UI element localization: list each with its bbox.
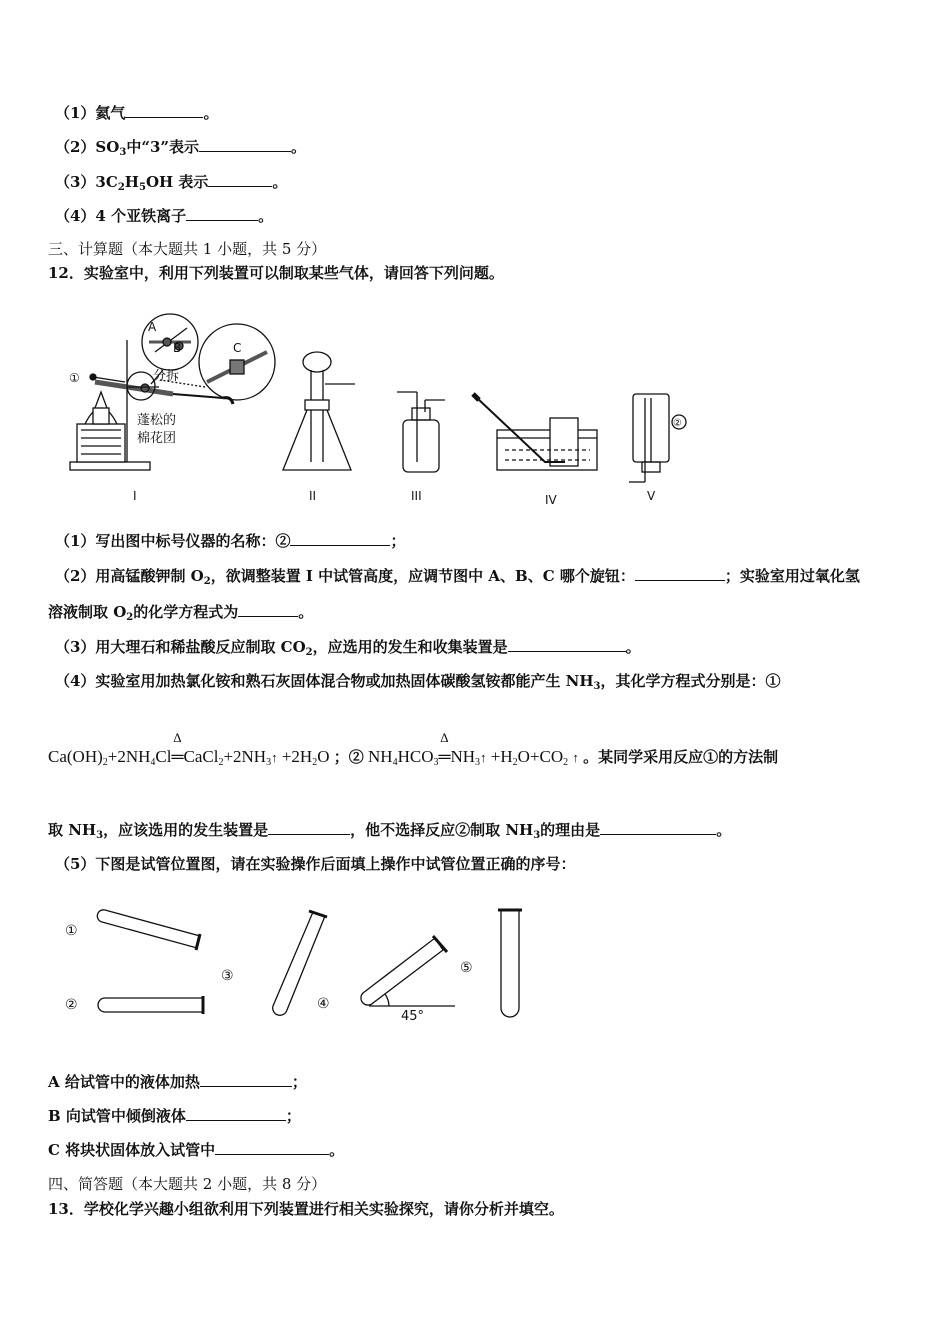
eq2-product-3: O+CO: [517, 747, 564, 766]
roman-II: II: [309, 489, 317, 503]
section-4-heading: 四、简答题（本大题共 2 小题，共 8 分）: [48, 1175, 327, 1193]
marker-1: ①: [69, 371, 80, 385]
device-I: [70, 314, 275, 470]
subscript: 2: [563, 757, 569, 768]
q11-3-text-b: H: [124, 173, 139, 191]
answer-blank[interactable]: [199, 137, 291, 152]
device-III: [397, 392, 445, 472]
q12-part-1: [55, 531, 405, 551]
roman-V: V: [647, 489, 656, 503]
q11-item-1: [55, 103, 218, 123]
q12-4-text-b: ，其化学方程式分别是：①: [600, 672, 781, 690]
eq1-water: +2H: [281, 747, 313, 766]
gas-arrow: ↑: [480, 750, 487, 765]
subscript: 3: [266, 757, 272, 768]
subscript: 5: [138, 182, 146, 193]
q11-3-text: （3）3C: [55, 173, 118, 191]
subscript: 3: [433, 757, 439, 768]
eq1-reactant-2: +2NH: [107, 747, 151, 766]
device-IV: [473, 394, 597, 470]
q12-2-text-c: ；实验室用过氧化氢: [724, 567, 860, 585]
q12-part-2-cont: [48, 602, 313, 628]
subscript: 2: [312, 757, 318, 768]
period: 。: [272, 173, 288, 191]
answer-blank[interactable]: [215, 1140, 329, 1155]
subscript: 4: [392, 757, 398, 768]
position-1-label: ①: [65, 923, 78, 939]
tube-5: [501, 910, 519, 1017]
period: 。: [329, 1141, 345, 1159]
delta-symbol: Δ: [173, 730, 182, 745]
period: 。: [203, 104, 219, 122]
gas-arrow: ↑: [271, 750, 278, 765]
q11-2-text-b: 中“3”表示: [126, 138, 200, 156]
subscript: 2: [203, 576, 211, 587]
answer-B: [48, 1106, 301, 1126]
roman-IV: IV: [545, 493, 557, 507]
q12-part-5: （5）下图是试管位置图，请在实验操作后面填上操作中试管位置正确的序号：: [55, 855, 576, 873]
device-V: [629, 394, 686, 482]
section-3-heading: 三、计算题（本大题共 1 小题，共 5 分）: [48, 240, 327, 258]
answer-blank[interactable]: [186, 1106, 286, 1121]
period: 。: [298, 603, 314, 621]
roman-I: I: [133, 489, 137, 503]
q12-3-text: （3）用大理石和稀盐酸反应制取 CO: [55, 638, 306, 656]
answer-C-text: C 将块状固体放入试管中: [48, 1141, 216, 1159]
answer-blank[interactable]: [508, 637, 626, 652]
period: 。: [716, 821, 732, 839]
q12-2-text-b: ，欲调整装置 I 中试管高度，应调节图中 A、B、C 哪个旋钮：: [210, 567, 635, 585]
eq2-hco: HCO: [397, 747, 434, 766]
answer-B-text: B 向试管中倾倒液体: [48, 1107, 186, 1125]
answer-A-text: A 给试管中的液体加热: [48, 1073, 200, 1091]
q12-4c-text-c: ，他不选择反应②制取 NH: [350, 821, 534, 839]
tube-1: [97, 910, 200, 948]
eq1-o: O: [317, 747, 330, 766]
knob-A-label: A: [148, 320, 157, 334]
q12-3-text-b: ，应选用的发生和收集装置是: [312, 638, 508, 656]
subscript: 3: [96, 830, 104, 841]
q11-3-text-c: OH 表示: [145, 173, 209, 191]
q11-item-2: [55, 137, 306, 163]
subscript: 2: [305, 647, 313, 658]
cotton-label-2: 棉花团: [137, 431, 177, 446]
knob-B-label: B: [173, 341, 182, 355]
position-4-label: ④: [317, 996, 330, 1012]
roman-III: III: [411, 489, 422, 503]
subscript: 3: [475, 757, 481, 768]
position-5-label: ⑤: [460, 960, 473, 976]
eq1-reactant-1: Ca(OH): [48, 747, 103, 766]
eq1-cl: Cl: [155, 747, 172, 766]
equals-symbol: ═: [171, 747, 184, 766]
subscript: 3: [119, 147, 127, 158]
tube-4: [361, 938, 443, 1005]
semicolon: ；: [285, 1107, 301, 1125]
question-13: 13．学校化学兴趣小组欲利用下列装置进行相关实验探究，请你分析并填空。: [48, 1200, 564, 1218]
test-tube-positions-figure: [55, 898, 545, 1038]
gas-arrow: ↑: [572, 750, 579, 765]
answer-blank[interactable]: [290, 531, 390, 546]
subscript: 2: [126, 612, 134, 623]
q11-4-text: （4）4 个亚铁离子: [55, 207, 187, 225]
separator: ；②: [333, 748, 364, 766]
question-12: 12．实验室中，利用下列装置可以制取某些气体，请回答下列问题。: [48, 264, 504, 282]
q11-item-3: [55, 172, 287, 198]
q12-4c-text-b: ，应该选用的发生装置是: [103, 821, 269, 839]
q12-1-text: （1）写出图中标号仪器的名称：②: [55, 532, 291, 550]
marker-2: ②: [673, 418, 682, 429]
semicolon: ；: [291, 1073, 307, 1091]
apparatus-figure: [55, 312, 715, 512]
q12-4c-text-d: 的理由是: [540, 821, 601, 839]
q12-2-text-d: 溶液制取 O: [48, 603, 127, 621]
device-II: [283, 352, 355, 470]
eq2-product-1: NH: [450, 747, 476, 766]
q12-2-text-e: 的化学方程式为: [133, 603, 239, 621]
equation-line: [48, 730, 779, 768]
q12-part-3: [55, 637, 641, 663]
answer-blank[interactable]: [268, 820, 350, 835]
q12-4c-text: 取 NH: [48, 821, 97, 839]
answer-C: [48, 1140, 344, 1160]
answer-blank[interactable]: [125, 103, 203, 118]
cotton-label-1: 蓬松的: [137, 413, 177, 428]
tube-2: [98, 998, 203, 1012]
q11-2-text: （2）SO: [55, 138, 120, 156]
answer-blank[interactable]: [600, 820, 716, 835]
q12-part-2: [55, 566, 860, 592]
eq1-product-2: +2NH: [223, 747, 267, 766]
subscript: 2: [512, 757, 518, 768]
split-label: 分拆: [153, 369, 180, 384]
equals-symbol: ═: [438, 747, 451, 766]
eq2-product-2: +H: [490, 747, 513, 766]
subscript: 3: [533, 830, 541, 841]
subscript: 3: [593, 681, 601, 692]
answer-blank[interactable]: [186, 206, 258, 221]
heat-equals-sign: [438, 730, 451, 767]
position-2-label: ②: [65, 997, 78, 1013]
q12-part-4: [55, 671, 781, 697]
q12-4-text: （4）实验室用加热氯化铵和熟石灰固体混合物或加热固体碳酸氢铵都能产生 NH: [55, 672, 594, 690]
period: 。: [291, 138, 307, 156]
subscript: 2: [102, 757, 108, 768]
answer-blank[interactable]: [200, 1072, 292, 1087]
eq1-product-1: CaCl: [183, 747, 219, 766]
subscript: 2: [117, 182, 125, 193]
period: 。: [258, 207, 274, 225]
subscript: 4: [150, 757, 156, 768]
q11-item-4: [55, 206, 273, 226]
semicolon: ；: [390, 532, 406, 550]
answer-blank[interactable]: [208, 172, 272, 187]
answer-A: [48, 1072, 307, 1092]
position-3-label: ③: [221, 968, 234, 984]
answer-blank[interactable]: [635, 566, 725, 581]
q11-1-text: （1）氦气: [55, 104, 126, 122]
q12-part-4-cont: [48, 820, 731, 846]
eq2-reactant: NH: [368, 747, 393, 766]
delta-symbol: Δ: [440, 730, 449, 745]
period: 。: [625, 638, 641, 656]
knob-C-label: C: [233, 341, 242, 355]
heat-equals-sign: [171, 730, 184, 767]
angle-label: 45°: [401, 1009, 425, 1024]
subscript: 2: [218, 757, 224, 768]
answer-blank[interactable]: [238, 602, 298, 617]
q12-2-text: （2）用高锰酸钾制 O: [55, 567, 204, 585]
equation-tail-text: 。某同学采用反应①的方法制: [583, 748, 779, 766]
